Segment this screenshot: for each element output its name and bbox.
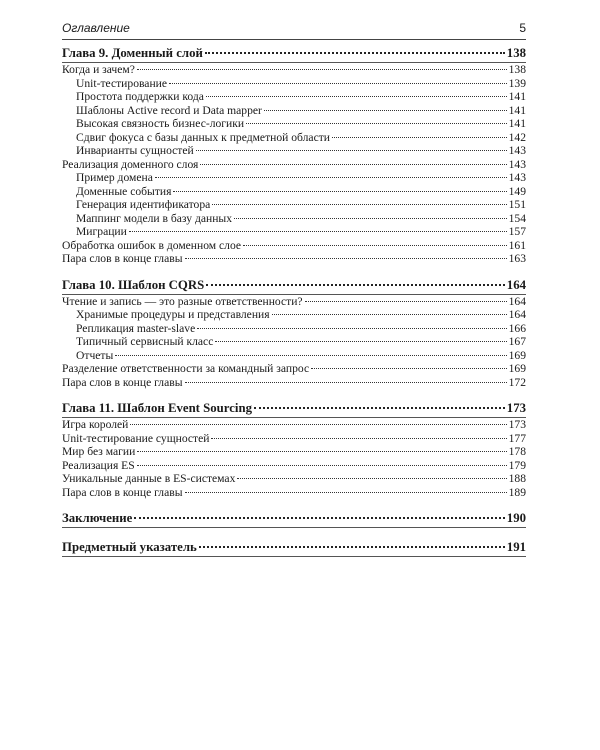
- toc-subsection-entry[interactable]: [62, 308, 526, 322]
- toc-entry-label: Генерация идентификатора: [76, 198, 211, 211]
- toc-subsection-entry[interactable]: [62, 322, 526, 336]
- toc-entry-page: 138: [506, 46, 526, 60]
- toc-section-entry[interactable]: [62, 472, 526, 486]
- toc-entry-label: Репликация master-slave: [76, 321, 196, 335]
- toc-entry-page: 163: [508, 252, 526, 265]
- toc-entry-page: 191: [506, 540, 526, 554]
- running-title: Оглавление: [62, 21, 130, 35]
- toc-entry-label: Unit-тестирование: [76, 76, 168, 90]
- toc-entry-label: Обработка ошибок в доменном слое: [62, 238, 242, 252]
- dot-leader: [196, 150, 507, 151]
- toc-entry-page: 189: [508, 485, 526, 499]
- dot-leader: [155, 177, 507, 178]
- toc-subsection-entry[interactable]: [62, 144, 526, 158]
- toc-entry-page: 169: [508, 362, 526, 375]
- dot-leader: [185, 382, 507, 383]
- section-gap: [62, 528, 526, 538]
- toc-entry-label: Инварианты сущностей: [76, 144, 194, 157]
- toc-entry-label: Маппинг модели в базу данных: [76, 211, 232, 225]
- toc-entry-page: 143: [508, 157, 526, 171]
- toc-entry-page: 141: [508, 90, 526, 103]
- toc-entry-page: 178: [508, 445, 526, 458]
- toc-subsection-entry[interactable]: [62, 77, 526, 91]
- dot-leader: [243, 245, 507, 246]
- dot-leader: [197, 328, 506, 329]
- toc-entry-label: Высокая связность бизнес-логики: [76, 117, 245, 130]
- dot-leader: [234, 218, 507, 219]
- toc-section-entry[interactable]: [62, 252, 526, 266]
- toc-entry-label: Пара слов в конце главы: [62, 485, 183, 499]
- dot-leader: [199, 546, 505, 548]
- chapter-divider: [62, 556, 526, 557]
- toc-subsection-entry[interactable]: [62, 335, 526, 349]
- toc-entry-page: 173: [508, 418, 526, 431]
- toc-entry-page: 157: [508, 225, 526, 238]
- toc-entry-page: 141: [508, 103, 526, 117]
- toc-entry-page: 190: [506, 511, 526, 525]
- dot-leader: [134, 517, 504, 519]
- toc-entry-page: 166: [508, 321, 526, 335]
- section-gap: [62, 499, 526, 509]
- toc-section-entry[interactable]: [62, 376, 526, 390]
- toc-entry-label: Типичный сервисный класс: [76, 335, 214, 348]
- dot-leader: [237, 478, 506, 479]
- toc-section-entry[interactable]: [62, 362, 526, 376]
- toc-entry-label: Предметный указатель: [62, 540, 197, 554]
- toc-chapter-heading[interactable]: [62, 276, 526, 294]
- toc-entry-page: 172: [508, 375, 526, 389]
- dot-leader: [215, 341, 506, 342]
- toc-entry-page: 161: [508, 238, 526, 252]
- toc-section-entry[interactable]: [62, 486, 526, 500]
- toc-entry-label: Разделение ответственности за командный запрос: [62, 362, 310, 375]
- dot-leader: [206, 96, 507, 97]
- toc-subsection-entry[interactable]: [62, 90, 526, 104]
- toc-entry-page: 164: [508, 294, 526, 308]
- toc-entry-label: Хранимые процедуры и представления: [76, 308, 270, 321]
- dot-leader: [311, 368, 507, 369]
- toc-section-entry[interactable]: [62, 459, 526, 473]
- toc-entry-label: Игра королей: [62, 418, 129, 431]
- toc-entry-label: Отчеты: [76, 348, 114, 362]
- page-header: [62, 19, 526, 40]
- dot-leader: [137, 465, 507, 466]
- toc-entry-label: Глава 10. Шаблон CQRS: [62, 277, 205, 292]
- dot-leader: [205, 52, 505, 54]
- toc-entry-label: Уникальные данные в ES-системах: [62, 472, 236, 485]
- toc-entry-page: 173: [506, 401, 526, 415]
- toc-entry-label: Реализация доменного слоя: [62, 157, 199, 171]
- toc-subsection-entry[interactable]: [62, 185, 526, 199]
- dot-leader: [212, 204, 506, 205]
- toc-section-entry[interactable]: [62, 295, 526, 309]
- toc-entry-page: 154: [508, 211, 526, 225]
- dot-leader: [129, 231, 507, 232]
- toc-subsection-entry[interactable]: [62, 131, 526, 145]
- dot-leader: [211, 438, 506, 439]
- toc-entry-page: 138: [508, 63, 526, 76]
- toc-entry-label: Пара слов в конце главы: [62, 375, 183, 389]
- toc-entry-label: Чтение и запись — это разные ответственности?: [62, 294, 303, 308]
- toc-chapter-heading[interactable]: [62, 399, 526, 417]
- toc-entry-label: Сдвиг фокуса с базы данных к предметной области: [76, 130, 330, 144]
- toc-entry-label: Unit-тестирование сущностей: [62, 431, 210, 445]
- toc-chapter-heading[interactable]: [62, 509, 526, 527]
- toc-entry-page: 167: [508, 335, 526, 348]
- toc-subsection-entry[interactable]: [62, 225, 526, 239]
- toc-section-entry[interactable]: [62, 239, 526, 253]
- toc-entry-label: Доменные события: [76, 184, 172, 198]
- dot-leader: [246, 123, 507, 124]
- toc-subsection-entry[interactable]: [62, 171, 526, 185]
- table-of-contents: [62, 44, 526, 557]
- toc-entry-label: Заключение: [62, 511, 133, 525]
- toc-subsection-entry[interactable]: [62, 349, 526, 363]
- dot-leader: [185, 258, 507, 259]
- toc-subsection-entry[interactable]: [62, 198, 526, 212]
- toc-entry-page: 169: [508, 348, 526, 362]
- toc-entry-page: 141: [508, 117, 526, 130]
- toc-entry-page: 177: [508, 431, 526, 445]
- toc-section-entry[interactable]: [62, 445, 526, 459]
- toc-entry-label: Реализация ES: [62, 458, 135, 472]
- toc-entry-label: Простота поддержки кода: [76, 90, 204, 103]
- toc-entry-page: 179: [508, 458, 526, 472]
- section-gap: [62, 389, 526, 399]
- toc-section-entry[interactable]: [62, 432, 526, 446]
- dot-leader: [305, 301, 507, 302]
- toc-entry-page: 139: [508, 76, 526, 90]
- toc-entry-page: 188: [508, 472, 526, 485]
- toc-entry-label: Пара слов в конце главы: [62, 252, 183, 265]
- toc-entry-page: 142: [508, 130, 526, 144]
- toc-entry-page: 149: [508, 184, 526, 198]
- toc-subsection-entry[interactable]: [62, 104, 526, 118]
- toc-entry-page: 151: [508, 198, 526, 211]
- toc-subsection-entry[interactable]: [62, 212, 526, 226]
- dot-leader: [137, 69, 507, 70]
- toc-chapter-heading[interactable]: [62, 538, 526, 556]
- dot-leader: [137, 451, 506, 452]
- toc-section-entry[interactable]: [62, 158, 526, 172]
- toc-entry-page: 164: [506, 277, 526, 292]
- dot-leader: [130, 424, 506, 425]
- page-number: 5: [519, 21, 526, 35]
- toc-entry-label: Миграции: [76, 225, 127, 238]
- toc-section-entry[interactable]: [62, 63, 526, 77]
- dot-leader: [264, 110, 507, 111]
- dot-leader: [200, 164, 506, 165]
- dot-leader: [173, 191, 506, 192]
- toc-entry-label: Глава 9. Доменный слой: [62, 46, 203, 60]
- dot-leader: [185, 492, 507, 493]
- toc-chapter-heading[interactable]: [62, 44, 526, 62]
- toc-section-entry[interactable]: [62, 418, 526, 432]
- toc-subsection-entry[interactable]: [62, 117, 526, 131]
- toc-entry-label: Когда и зачем?: [62, 63, 135, 76]
- toc-entry-label: Глава 11. Шаблон Event Sourcing: [62, 401, 252, 415]
- toc-entry-page: 143: [508, 144, 526, 157]
- toc-entry-label: Пример домена: [76, 171, 153, 184]
- toc-entry-label: Мир без магии: [62, 445, 136, 458]
- dot-leader: [272, 314, 507, 315]
- toc-entry-page: 164: [508, 308, 526, 321]
- dot-leader: [254, 407, 505, 409]
- dot-leader: [206, 284, 505, 286]
- dot-leader: [169, 83, 507, 84]
- toc-entry-page: 143: [508, 171, 526, 184]
- toc-entry-label: Шаблоны Active record и Data mapper: [76, 103, 262, 117]
- dot-leader: [332, 137, 507, 138]
- section-gap: [62, 266, 526, 276]
- dot-leader: [115, 355, 506, 356]
